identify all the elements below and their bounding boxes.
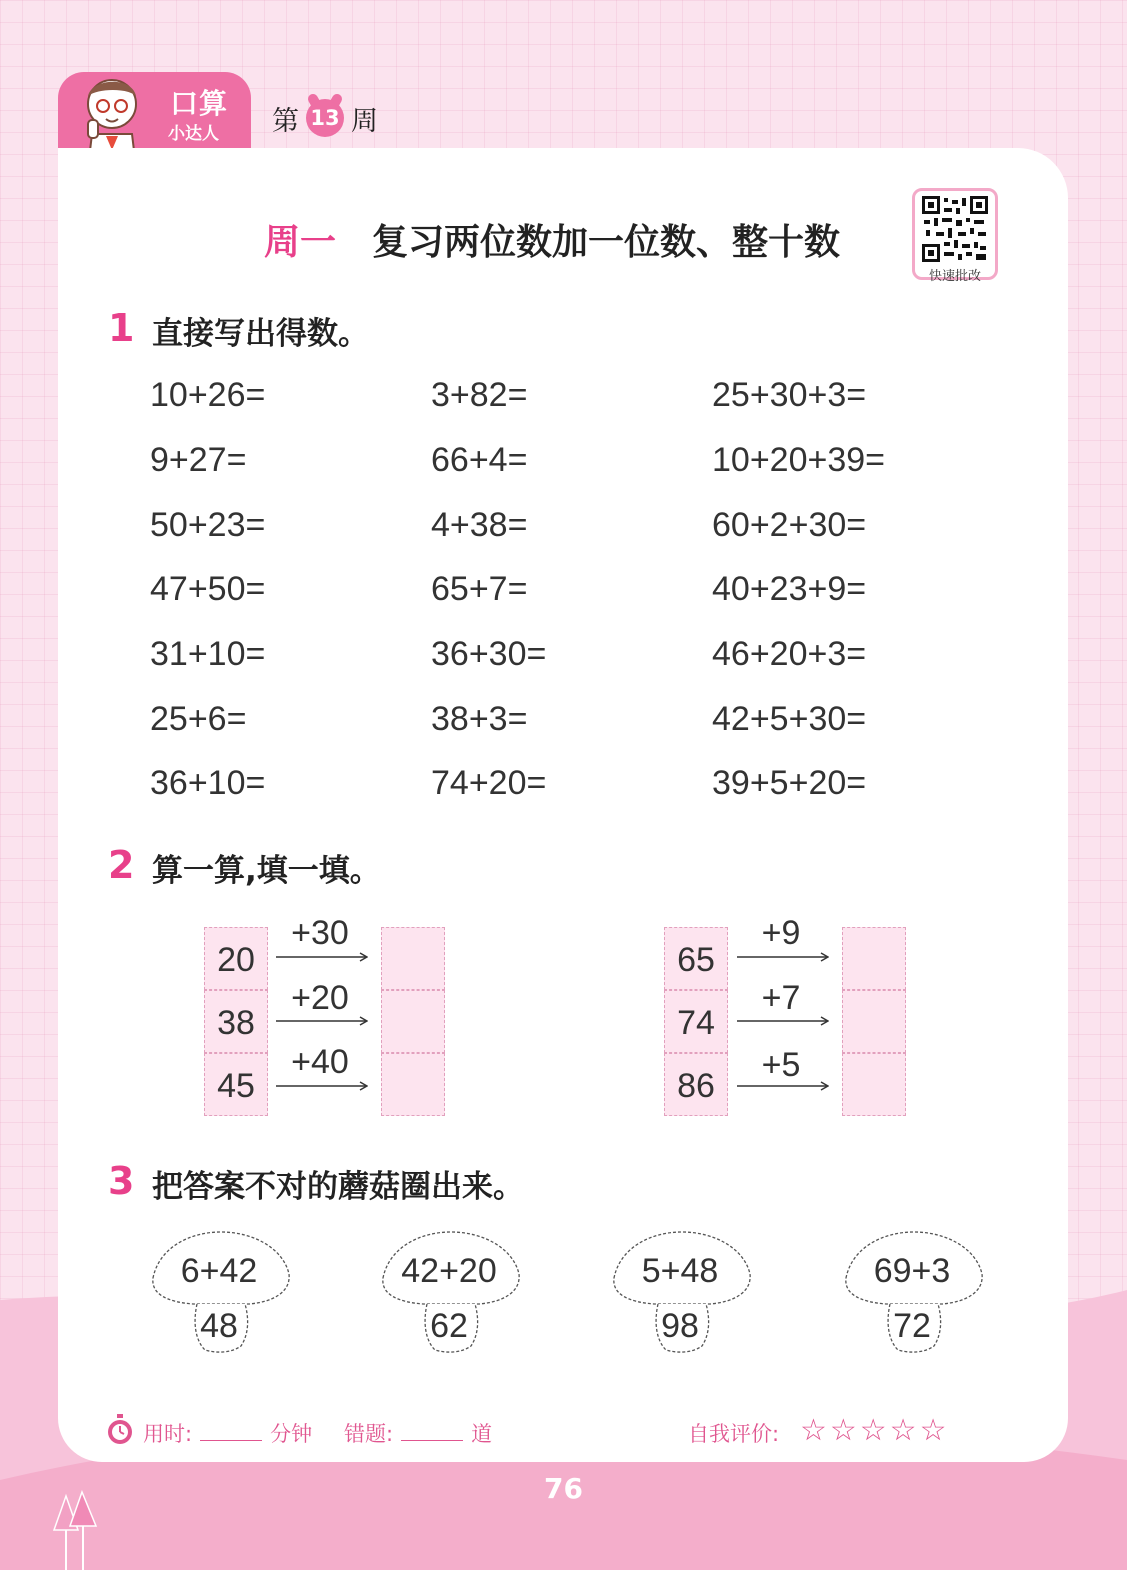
problem: 25+30+3= [712,376,867,414]
input-number-box: 74 [664,990,728,1053]
problem: 65+7= [431,570,528,608]
answer-box[interactable] [842,990,906,1053]
title-topic: 复习两位数加一位数、整十数 [372,222,841,263]
answer-box[interactable] [842,927,906,990]
mushroom[interactable] [379,1230,529,1360]
stopwatch-icon [106,1414,134,1446]
qr-label: 快速批改 [928,269,981,284]
input-number-box: 65 [664,927,728,990]
operation-label: +5 [761,1046,801,1084]
problem: 40+23+9= [712,570,867,608]
problem: 3+82= [431,376,528,414]
problem: 38+3= [431,700,528,738]
week-prefix: 第 [272,105,299,137]
operation-label: +40 [291,1043,349,1081]
right-arrow-icon [276,1016,368,1026]
page-title [264,214,840,265]
problem: 66+4= [431,441,528,479]
title-day: 周一 [264,222,337,263]
mushroom-answer: 98 [661,1307,699,1345]
mushroom-expression: 69+3 [873,1252,951,1290]
mushroom-answer: 48 [200,1307,238,1345]
operation-label: +30 [291,914,349,952]
right-arrow-icon [737,1081,829,1091]
problem: 74+20= [431,764,547,802]
problem: 36+30= [431,635,547,673]
week-indicator [272,98,378,138]
section-2-number: 2 [108,843,135,887]
week-number: 13 [306,99,344,137]
time-blank[interactable] [200,1419,262,1441]
right-arrow-icon [737,952,829,962]
section-1-number: 1 [108,306,135,350]
right-arrow-icon [276,952,368,962]
mushroom[interactable] [842,1230,992,1360]
time-unit: 分钟 [270,1422,313,1446]
tree-decoration-icon [52,1490,102,1570]
right-arrow-icon [276,1081,368,1091]
mushroom-expression: 5+48 [641,1252,719,1290]
input-number-box: 38 [204,990,268,1053]
operation-label: +7 [761,979,801,1017]
error-count [344,1418,492,1448]
input-number-box: 86 [664,1053,728,1116]
qr-code-icon [922,196,988,262]
mushroom[interactable] [149,1230,299,1360]
problem: 4+38= [431,506,528,544]
operation-label: +20 [291,979,349,1017]
answer-box[interactable] [381,927,445,990]
right-arrow-icon [737,1016,829,1026]
section-2-instruction: 算一算,填一填。 [152,853,381,889]
answer-box[interactable] [381,1053,445,1116]
mushroom-expression: 6+42 [180,1252,258,1290]
operation-label: +9 [761,914,801,952]
errors-unit: 道 [471,1422,493,1446]
section-3-number: 3 [108,1159,135,1203]
errors-label: 错题: [344,1422,394,1446]
problem: 46+20+3= [712,635,867,673]
errors-blank[interactable] [401,1419,463,1441]
problem: 39+5+20= [712,764,867,802]
mushroom[interactable] [610,1230,760,1360]
section-3-instruction: 把答案不对的蘑菇圈出来。 [152,1169,524,1205]
problem: 10+26= [150,376,266,414]
section-1-instruction: 直接写出得数。 [152,316,369,352]
problem: 50+23= [150,506,266,544]
qr-code[interactable] [912,188,998,284]
self-rating-label: 自我评价: [688,1422,780,1446]
mushroom-answer: 72 [893,1307,931,1345]
problem: 25+6= [150,700,247,738]
input-number-box: 20 [204,927,268,990]
time-spent [143,1418,312,1448]
problem: 42+5+30= [712,700,867,738]
answer-box[interactable] [381,990,445,1053]
problem: 60+2+30= [712,506,867,544]
mushroom-expression: 42+20 [401,1252,497,1290]
problem: 36+10= [150,764,266,802]
problem: 31+10= [150,635,266,673]
badge-title: 口算 [170,87,229,120]
problem: 10+20+39= [712,441,886,479]
mushroom-answer: 62 [430,1307,468,1345]
week-suffix: 周 [351,105,378,137]
badge-subtitle: 小达人 [168,124,219,144]
answer-box[interactable] [842,1053,906,1116]
rating-stars[interactable]: ☆☆☆☆☆ [800,1413,950,1448]
problem: 47+50= [150,570,266,608]
input-number-box: 45 [204,1053,268,1116]
problem: 9+27= [150,441,247,479]
page-number: 76 [544,1472,583,1505]
time-label: 用时: [143,1422,193,1446]
